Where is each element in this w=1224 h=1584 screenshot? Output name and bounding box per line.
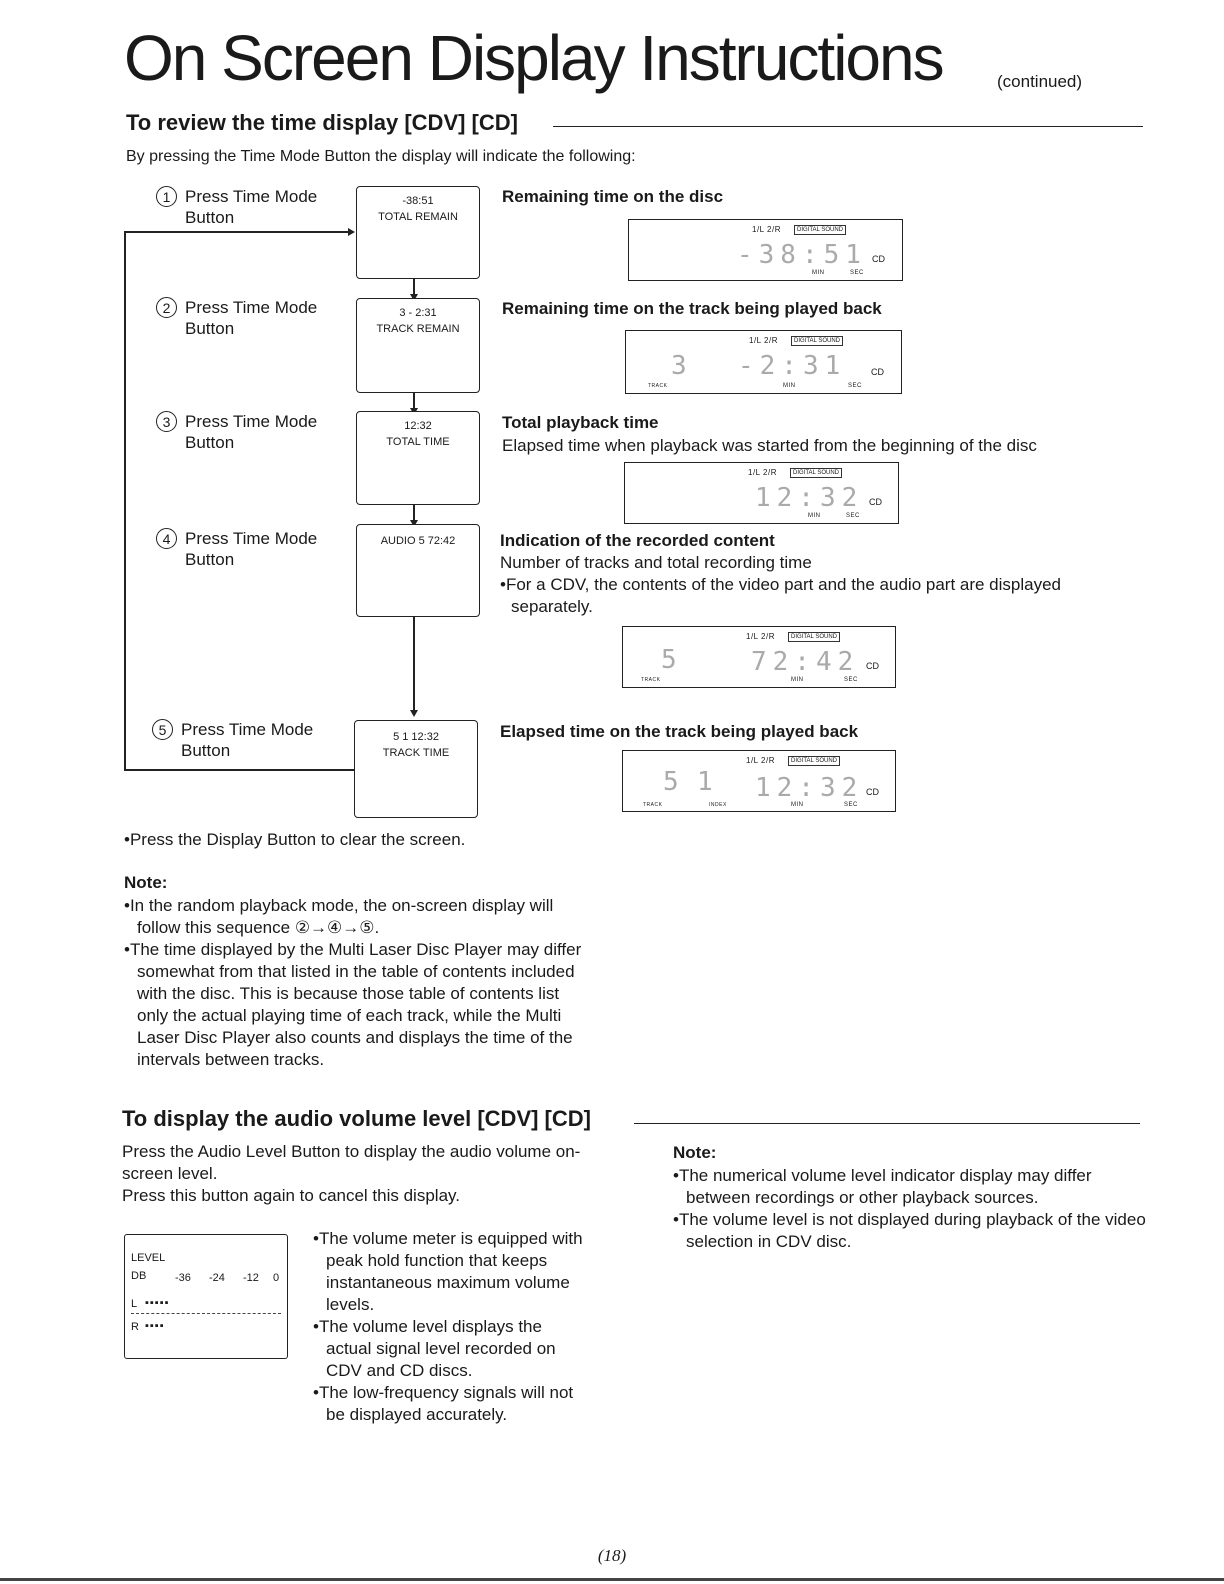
digital-sound-badge: DIGITAL SOUND (791, 336, 843, 346)
panel-track-readout: 3 (671, 351, 693, 381)
audio-bullet-item: •The volume meter is equipped with peak hold function that keeps instantaneous maximum volume levels. (313, 1229, 583, 1314)
audio-section-heading: To display the audio volume level [CDV] [CD] (122, 1106, 591, 1131)
digital-sound-badge: DIGITAL SOUND (794, 225, 846, 235)
track-label: TRACK (641, 677, 661, 683)
connector-4-5 (413, 616, 415, 714)
digital-sound-badge: DIGITAL SOUND (788, 632, 840, 642)
osd-screen-2 (356, 298, 480, 393)
left-channel-meter: ▪▪▪▪▪ (145, 1297, 170, 1309)
step-5-label: Press Time Mode Button (181, 720, 314, 760)
channel-indicator: 1/L 2/R (746, 632, 775, 641)
step-3-number: 3 (156, 411, 177, 432)
page-number: (18) (597, 1546, 627, 1565)
front-panel-display-5 (622, 750, 896, 812)
step-4-number: 4 (156, 528, 177, 549)
osd-screen-4 (356, 524, 480, 617)
cd-indicator: CD (869, 497, 882, 507)
track-label: TRACK (643, 802, 663, 808)
db-scale-tick: -36 (175, 1272, 191, 1284)
step-2-title: Remaining time on the track being played back (502, 299, 882, 318)
osd-screen-3-line2: TOTAL TIME (386, 436, 450, 448)
audio-bullet-item: •The low-frequency signals will not be displayed accurately. (313, 1383, 574, 1424)
cd-indicator: CD (866, 661, 879, 671)
db-label: DB (131, 1270, 147, 1282)
step-1-title: Remaining time on the disc (502, 187, 724, 206)
track-label: TRACK (648, 383, 668, 389)
page-title-suffix: (continued) (997, 72, 1083, 91)
panel-index-readout: 1 (697, 767, 719, 797)
front-panel-display-3 (624, 462, 899, 524)
osd-screen-4-line1: AUDIO 5 72:42 (380, 535, 456, 547)
osd-screen-1-line1: -38:51 (402, 195, 434, 207)
step-1-number: 1 (156, 186, 177, 207)
digital-sound-badge: DIGITAL SOUND (790, 468, 842, 478)
step-5-title: Elapsed time on the track being played back (500, 722, 859, 741)
sec-label: SEC (846, 513, 860, 519)
db-scale-tick: -12 (243, 1272, 259, 1284)
page-title: On Screen Display Instructions (124, 22, 943, 94)
panel-track-readout: 5 (661, 645, 683, 675)
sec-label: SEC (844, 802, 858, 808)
sec-label: SEC (848, 383, 862, 389)
osd-screen-2-line1: 3 - 2:31 (399, 307, 437, 319)
panel-track-readout: 5 (663, 767, 685, 797)
level-osd-screen (124, 1234, 288, 1359)
channel-indicator: 1/L 2/R (752, 225, 781, 234)
left-channel-label: L (131, 1298, 138, 1310)
front-panel-display-4 (622, 626, 896, 688)
flow-bottom-line (124, 769, 356, 771)
step-4-desc: Number of tracks and total recording time (500, 553, 812, 572)
step-1-label: Press Time Mode Button (185, 187, 318, 227)
index-label: INDEX (709, 802, 727, 808)
time-section-heading: To review the time display [CDV] [CD] (126, 110, 518, 135)
audio-bullet-list (313, 1228, 591, 1426)
step-4-title: Indication of the recorded content (500, 531, 775, 550)
step-3-label: Press Time Mode Button (185, 412, 318, 452)
osd-screen-1 (356, 186, 480, 279)
time-note-item: •In the random playback mode, the on-screen display will follow this sequence ②→④→⑤. (124, 896, 554, 937)
right-channel-meter: ▪▪▪▪ (145, 1320, 165, 1332)
time-note-heading: Note: (124, 873, 168, 892)
audio-section-rule (634, 1123, 1140, 1124)
time-section-intro: By pressing the Time Mode Button the display will indicate the following: (126, 148, 636, 165)
osd-screen-5-line1: 5 1 12:32 (393, 731, 439, 743)
channel-indicator: 1/L 2/R (746, 756, 775, 765)
meter-divider (131, 1313, 281, 1314)
channel-indicator: 1/L 2/R (748, 468, 777, 477)
osd-screen-5 (354, 720, 478, 818)
clear-screen-note: •Press the Display Button to clear the screen. (124, 830, 466, 849)
panel-time-readout: -38:51 (737, 240, 867, 270)
db-scale-tick: -24 (209, 1272, 225, 1284)
sec-label: SEC (844, 677, 858, 683)
step-3-label-block (156, 411, 341, 453)
step-1-label-block (156, 186, 341, 228)
audio-intro-2: Press this button again to cancel this display. (122, 1186, 460, 1205)
min-label: MIN (791, 677, 804, 683)
step-2-label: Press Time Mode Button (185, 298, 318, 338)
min-label: MIN (783, 383, 796, 389)
osd-screen-5-line2: TRACK TIME (382, 747, 450, 759)
step-4-label-block (156, 528, 341, 570)
step-2-label-block (156, 297, 341, 339)
audio-note-item: •The numerical volume level indicator display may differ between recordings or other playback sources. (673, 1166, 1092, 1207)
cd-indicator: CD (871, 367, 884, 377)
audio-note-item: •The volume level is not displayed during playback of the video selection in CDV disc. (673, 1210, 1146, 1251)
min-label: MIN (808, 513, 821, 519)
audio-intro: Press the Audio Level Button to display the audio volume on-screen level. (122, 1142, 581, 1183)
osd-screen-2-line2: TRACK REMAIN (376, 323, 460, 335)
panel-time-readout: 12:32 (755, 483, 864, 513)
front-panel-display-2 (625, 330, 902, 394)
time-section-rule (553, 126, 1143, 127)
audio-note-heading: Note: (673, 1143, 717, 1162)
time-note-list (124, 895, 594, 1071)
bottom-edge (0, 1578, 1224, 1581)
cd-indicator: CD (872, 254, 885, 264)
time-note-item: •The time displayed by the Multi Laser Disc Player may differ somewhat from that listed in the table of contents included with the disc. This is because those table of contents list only the actual playing time of each track, while the Multi Laser Disc Player also counts and displays the time of the intervals between tracks. (124, 940, 582, 1069)
osd-screen-3-line1: 12:32 (404, 420, 432, 432)
flow-left-line (124, 232, 126, 770)
step-3-desc: Elapsed time when playback was started from the beginning of the disc (502, 436, 1037, 455)
digital-sound-badge: DIGITAL SOUND (788, 756, 840, 766)
level-title: LEVEL (131, 1252, 166, 1264)
right-channel-label: R (131, 1321, 139, 1333)
panel-time-readout: 72:42 (751, 647, 860, 677)
step-2-number: 2 (156, 297, 177, 318)
audio-bullet-item: •The volume level displays the actual signal level recorded on CDV and CD discs. (313, 1317, 556, 1380)
cd-indicator: CD (866, 787, 879, 797)
db-scale-tick: 0 (273, 1272, 280, 1284)
osd-screen-1-line2: TOTAL REMAIN (378, 211, 458, 223)
step-5-number: 5 (152, 719, 173, 740)
audio-note-list (673, 1165, 1151, 1253)
osd-screen-3 (356, 411, 480, 505)
channel-indicator: 1/L 2/R (749, 336, 778, 345)
step-4-label: Press Time Mode Button (185, 529, 318, 569)
step-5-label-block (152, 719, 337, 761)
flow-top-line (124, 231, 352, 233)
panel-time-readout: -2:31 (738, 351, 847, 381)
step-3-title: Total playback time (502, 413, 659, 432)
min-label: MIN (791, 802, 804, 808)
flow-arrow-in (348, 228, 355, 236)
panel-time-readout: 12:32 (755, 773, 864, 803)
sec-label: SEC (850, 270, 864, 276)
min-label: MIN (812, 270, 825, 276)
step-4-bullet: •For a CDV, the contents of the video part and the audio part are displayed separately. (500, 575, 1062, 616)
front-panel-display-1 (628, 219, 903, 281)
